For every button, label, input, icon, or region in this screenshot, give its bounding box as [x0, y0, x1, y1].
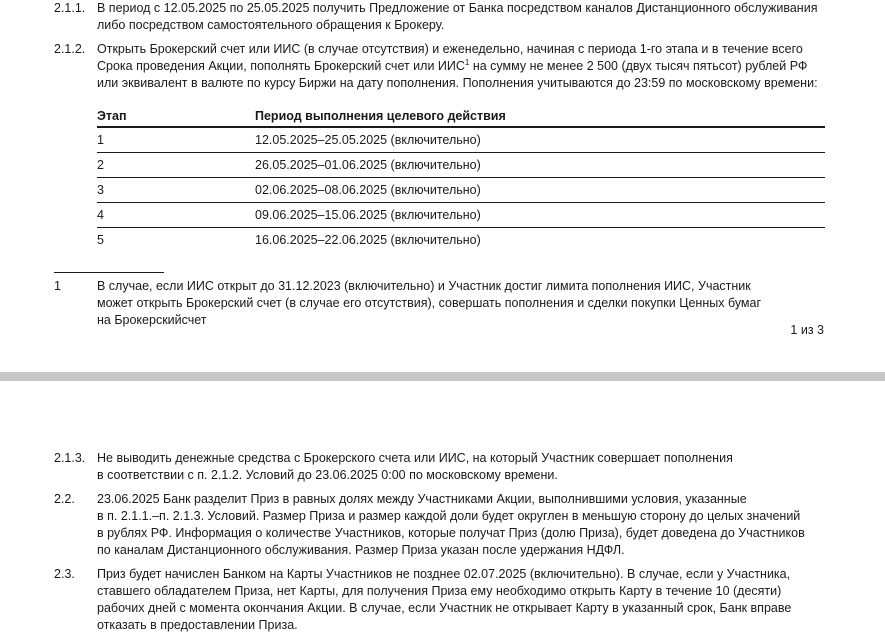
stage-cell: 3: [97, 178, 255, 203]
text-line: Открыть Брокерский счет или ИИС (в случае отсутствия) и еженедельно, начиная с периода 1-го этапа и в течение всего: [97, 42, 803, 56]
text-line: ставшего обладателем Приза, нет Карты, для получения Приза ему необходимо открыть Карту в течение 10 (десяти): [97, 584, 782, 598]
clause-number: 2.1.1.: [54, 1, 86, 15]
document-page-2: [0, 381, 885, 635]
stage-cell: 4: [97, 203, 255, 228]
text-line: либо посредством самостоятельного обращения к Брокеру.: [97, 18, 445, 32]
text-line: Приз будет начислен Банком на Карты Участников не позднее 02.07.2025 (включительно). В случае, если у Участника,: [97, 567, 791, 581]
footnote-reference: 1: [464, 57, 470, 67]
text-fragment: на сумму не менее 2 500 (двух тысяч пятьсот) рублей РФ: [469, 59, 808, 73]
text-line: по каналам Дистанционного обслуживания. Размер Приза указан после удержания НДФЛ.: [97, 543, 625, 557]
text-line: может открыть Брокерский счет (в случае его отсутствия), совершать пополнения и сделки покупки Ценных бумаг: [97, 296, 762, 310]
footnote-separator: [54, 272, 164, 273]
clause-number: 2.1.3.: [54, 451, 86, 465]
clause-2-1-3: [54, 450, 834, 484]
clause-text: [97, 0, 834, 34]
text-line: или эквивалент в валюте по курсу Биржи на дату пополнения. Пополнения учитываются до 23:59 по московскому времени:: [97, 76, 818, 90]
clause-number: 2.1.2.: [54, 42, 86, 56]
clause-2-1-2: [54, 41, 834, 92]
stage-cell: 2: [97, 153, 255, 178]
footnote-number: 1: [54, 279, 61, 293]
period-cell: 12.05.2025–25.05.2025 (включительно): [255, 127, 825, 153]
clause-2-2: [54, 491, 834, 559]
table-row: [97, 203, 825, 228]
period-cell: 16.06.2025–22.06.2025 (включительно): [255, 233, 481, 247]
clause-text: [97, 566, 834, 634]
table-header-row: [97, 106, 825, 127]
column-header-stage: Этап: [97, 106, 255, 127]
text-line: в соответствии с п. 2.1.2. Условий до 23.06.2025 0:00 по московскому времени.: [97, 468, 558, 482]
text-line: в п. 2.1.1.–п. 2.1.3. Условий. Размер Приза и размер каждой доли будет округлен в меньшую сторону до целых значений: [97, 509, 801, 523]
table-row: [97, 127, 825, 153]
stages-table: [97, 106, 825, 252]
clause-number: 2.2.: [54, 492, 75, 506]
clause-number: 2.3.: [54, 567, 75, 581]
text-line: В случае, если ИИС открыт до 31.12.2023 (включительно) и Участник достиг лимита пополнения ИИС, Участник: [97, 279, 751, 293]
clause-text: [97, 41, 834, 92]
footnote: [54, 278, 814, 329]
text-fragment: Срока проведения Акции, пополнять Брокерский счет или ИИС: [97, 59, 465, 73]
text-line: 23.06.2025 Банк разделит Приз в равных долях между Участниками Акции, выполнившими условия, указанные: [97, 492, 747, 506]
clause-2-1-1: [54, 0, 834, 34]
page-divider: [0, 372, 885, 381]
text-line: на Брокерскийсчет: [97, 313, 207, 327]
column-header-period: Период выполнения целевого действия: [255, 106, 825, 127]
table-row: [97, 178, 825, 203]
text-line: отказать в предоставлении Приза.: [97, 618, 298, 632]
period-cell: 26.05.2025–01.06.2025 (включительно): [255, 153, 825, 178]
stage-cell: 5: [97, 233, 104, 247]
clause-text: [97, 491, 834, 559]
text-line: рабочих дней с момента окончания Акции. В случае, если Участник не открывает Карту в указанный срок, Банк вправе: [97, 601, 792, 615]
page-number: 1 из 3: [790, 323, 824, 337]
footnote-text: [97, 278, 814, 329]
text-line: [97, 58, 834, 75]
table-row: [97, 153, 825, 178]
period-cell: 02.06.2025–08.06.2025 (включительно): [255, 178, 825, 203]
text-line: в рублях РФ. Информация о количестве Участников, которые получат Приз (долю Приза), будет доведена до Участников: [97, 526, 805, 540]
clause-2-3: [54, 566, 834, 634]
text-line: Не выводить денежные средства с Брокерского счета или ИИС, на который Участник совершает пополнения: [97, 451, 733, 465]
table-row: [97, 228, 825, 253]
stage-cell: 1: [97, 127, 255, 153]
clause-text: [97, 450, 834, 484]
text-line: В период с 12.05.2025 по 25.05.2025 получить Предложение от Банка посредством каналов Дистанционного обслуживания: [97, 1, 818, 15]
period-cell: 09.06.2025–15.06.2025 (включительно): [255, 203, 825, 228]
